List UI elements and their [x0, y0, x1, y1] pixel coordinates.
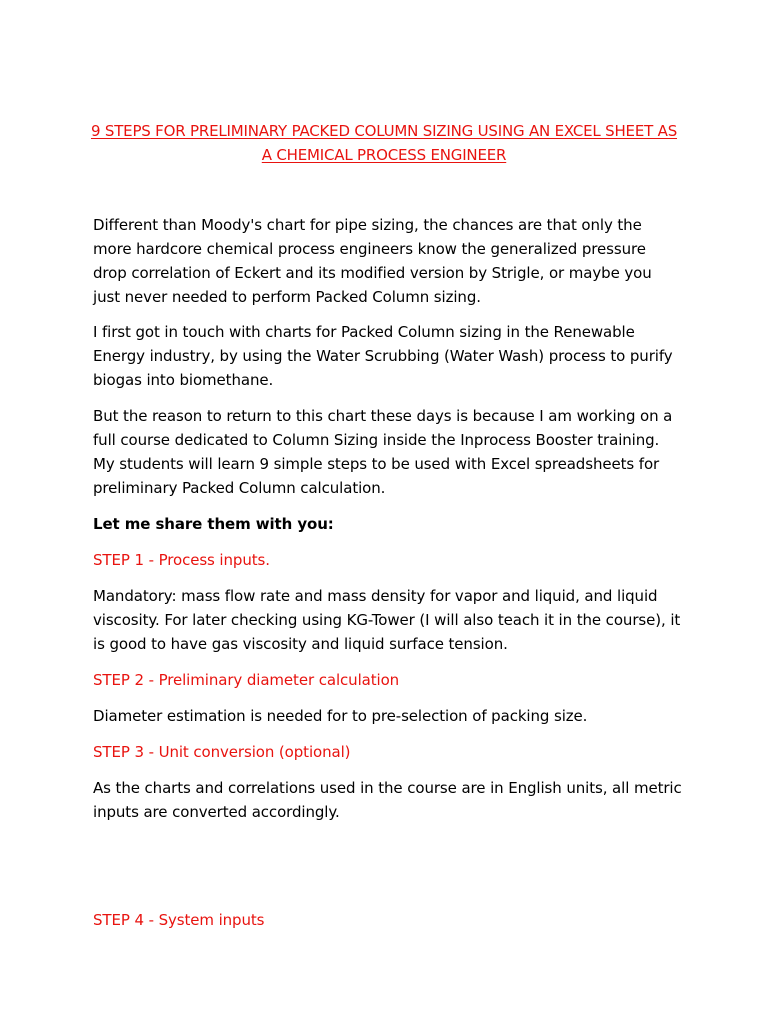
document-title: 9 STEPS FOR PRELIMINARY PACKED COLUMN SIZING USING AN EXCEL SHEET AS A CHEMICAL PROCESS ENGINEER: [90, 122, 678, 164]
step-1-heading: STEP 1 - Process inputs.: [93, 551, 270, 569]
step-3-heading: STEP 3 - Unit conversion (optional): [93, 743, 351, 761]
step-1-body: Mandatory: mass flow rate and mass density for vapor and liquid, and liquid viscosity. For later checking using KG-Tower (I will also teach it in the course), it is good to have gas viscosity and liquid surface tension.: [93, 587, 681, 653]
step-3-body: As the charts and correlations used in the course are in English units, all metric inputs are converted accordingly.: [93, 779, 682, 821]
step-2-heading: STEP 2 - Preliminary diameter calculation: [93, 671, 400, 689]
step-2-body: Diameter estimation is needed for to pre-selection of packing size.: [93, 707, 588, 725]
intro-paragraph-3: But the reason to return to this chart these days is because I am working on a full course dedicated to Column Sizing inside the Inprocess Booster training. My students will learn 9 simple steps to be used with Excel spreadsheets for preliminary Packed Column calculation.: [93, 407, 673, 497]
intro-paragraph-1: Different than Moody's chart for pipe sizing, the chances are that only the more hardcore chemical process engineers know the generalized pressure drop correlation of Eckert and its modified version by Strigle, or maybe you just never needed to perform Packed Column sizing.: [93, 216, 652, 306]
lead-in-text: Let me share them with you:: [93, 515, 334, 533]
intro-paragraph-2: I first got in touch with charts for Packed Column sizing in the Renewable Energy industry, by using the Water Scrubbing (Water Wash) process to purify biogas into biomethane.: [93, 323, 673, 389]
step-4-heading: STEP 4 - System inputs: [93, 911, 265, 929]
